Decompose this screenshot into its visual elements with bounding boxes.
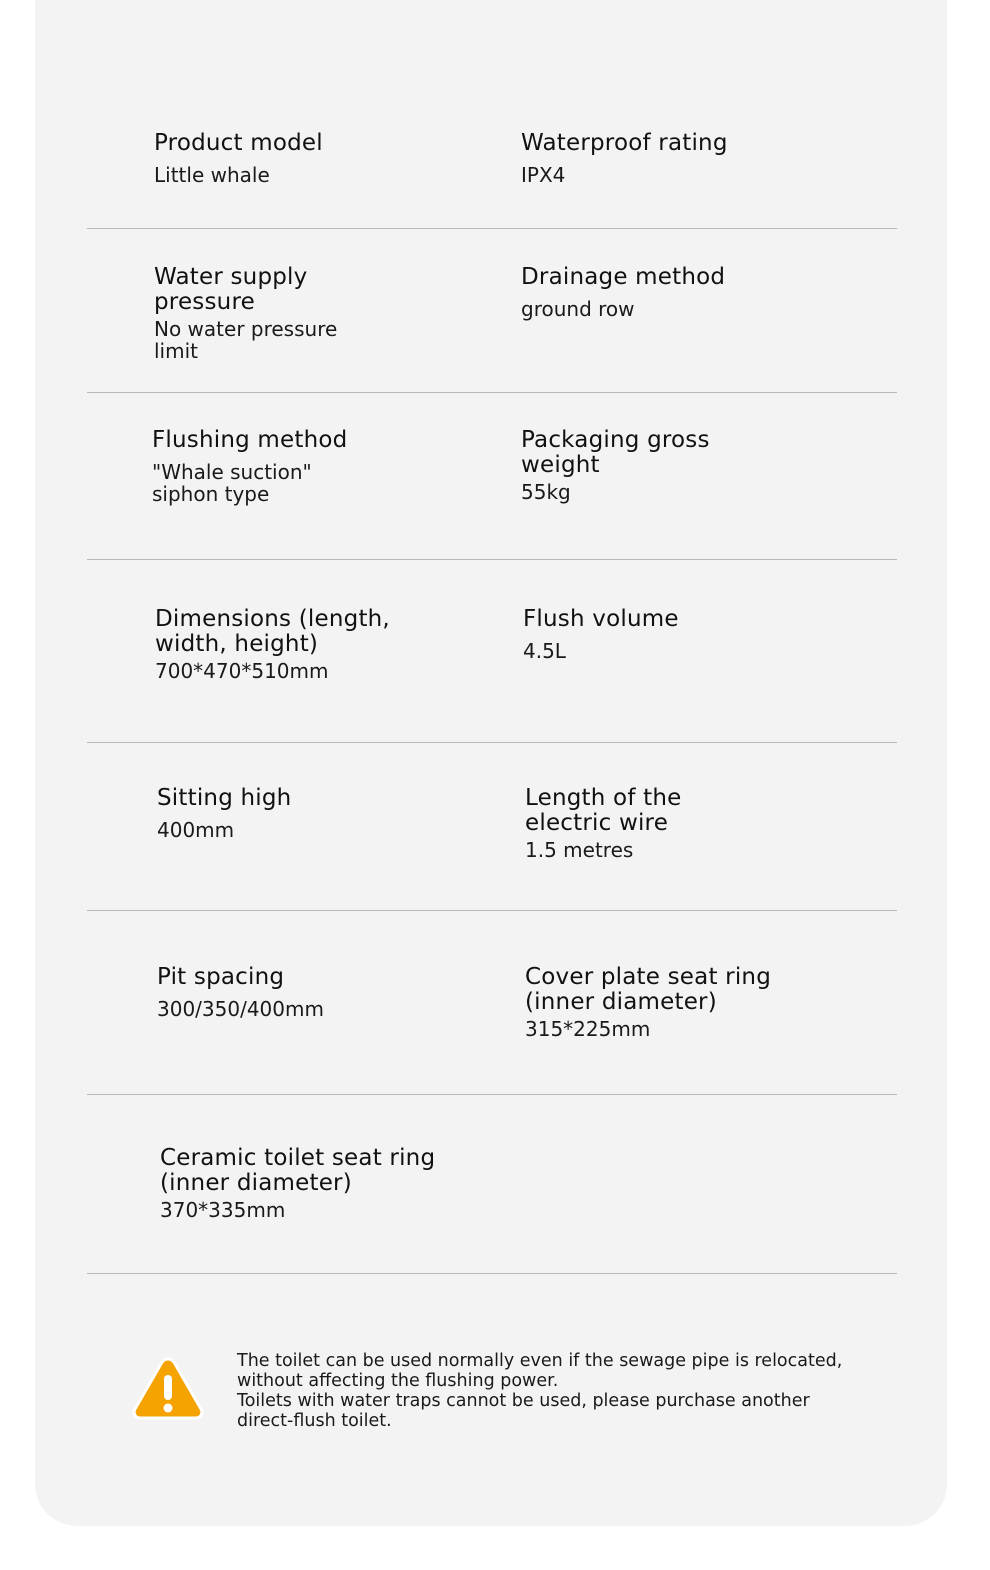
spec-label: Flush volume [523,606,679,632]
spec-sitting-high [157,786,457,841]
spec-pit-spacing [157,965,457,1020]
spec-waterproof-rating [521,131,821,186]
spec-cover-plate-seat-ring [525,965,825,1040]
spec-label: Water supply pressure [154,264,308,315]
divider [87,910,897,911]
spec-label: Flushing method [152,427,348,453]
spec-value: 400mm [157,818,235,842]
spec-label: Packaging gross weight [521,427,710,478]
spec-packaging-gross-weight [521,428,761,503]
spec-value: 700*470*510mm [155,659,329,683]
spec-electric-wire-length [525,786,735,861]
spec-value: ground row [521,297,635,321]
spec-drainage-method [521,265,821,320]
spec-value: 300/350/400mm [157,997,324,1021]
spec-label: Sitting high [157,785,292,811]
spec-label: Pit spacing [157,964,285,990]
spec-value: 370*335mm [160,1198,286,1222]
spec-label: Cover plate seat ring (inner diameter) [525,964,772,1015]
divider [87,392,897,393]
spec-label: Dimensions (length, width, height) [155,606,390,657]
divider [87,1094,897,1095]
divider [87,559,897,560]
spec-label: Waterproof rating [521,130,728,156]
divider [87,742,897,743]
spec-label: Length of the electric wire [525,785,682,836]
notice-text [237,1351,857,1431]
spec-value: 315*225mm [525,1017,651,1041]
spec-product-model [154,131,454,186]
notice-line-2: Toilets with water traps cannot be used, please purchase another direct-flush toilet. [237,1391,810,1431]
spec-flush-volume [523,607,823,662]
spec-value: 4.5L [523,639,566,663]
spec-value: "Whale suction" siphon type [152,460,312,506]
spec-value: IPX4 [521,163,566,187]
spec-water-supply-pressure [154,265,384,362]
spec-label: Ceramic toilet seat ring (inner diameter) [160,1145,436,1196]
notice-line-1: The toilet can be used normally even if the sewage pipe is relocated, without affecting the flushing power. [237,1351,843,1391]
spec-value: 1.5 metres [525,838,634,862]
spec-label: Drainage method [521,264,726,290]
spec-label: Product model [154,130,323,156]
divider [87,228,897,229]
spec-dimensions [155,607,455,682]
spec-flushing-method [152,428,382,505]
spec-ceramic-toilet-seat-ring [160,1146,480,1221]
divider [87,1273,897,1274]
spec-value: 55kg [521,480,571,504]
warning-icon [130,1355,206,1423]
spec-value: No water pressure limit [154,317,338,363]
spec-value: Little whale [154,163,270,187]
